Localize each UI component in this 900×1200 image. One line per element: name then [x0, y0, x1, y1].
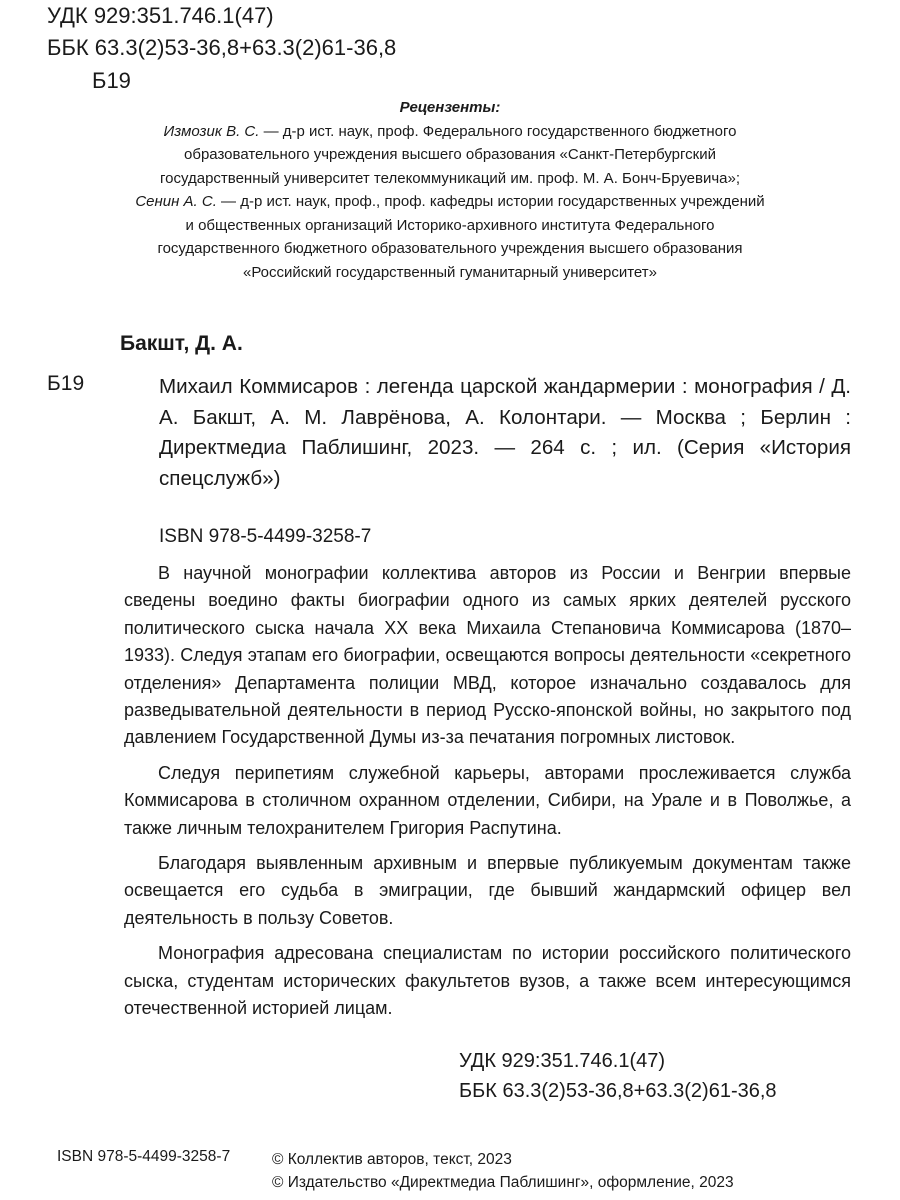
reviewer-1-text: — д-р ист. наук, проф. Федерального государственного бюджетного: [259, 122, 737, 140]
reviewer-2-text: — д-р ист. наук, проф., проф. кафедры истории государственных учреждений: [216, 193, 765, 210]
reviewer-1-name: Измозик В. С.: [163, 122, 260, 140]
copyright-text: © Коллектив авторов, текст, 2023: [272, 1151, 512, 1168]
entry-isbn: ISBN 978-5-4499-3258-7: [159, 526, 372, 547]
abstract-paragraph: Следуя перипетиям служебной карьеры, авторами прослеживается служба Коммисарова в столичном охранном отделении, Сибири, на Урале и в Поволжье, а также личным телохранителем Григория Распутина.: [124, 762, 851, 838]
footer-isbn: ISBN 978-5-4499-3258-7: [57, 1148, 231, 1165]
udk-code: УДК 929:351.746.1(47): [459, 1050, 666, 1072]
classification-block: [459, 1046, 777, 1106]
abstract-paragraph: Благодаря выявленным архивным и впервые публикуемым документам также освещается его судьба в эмиграции, где бывший жандармский офицер вел деятельность в пользу Советов.: [124, 853, 851, 928]
reviewer-2-line-4: «Российский государственный гуманитарный университет»: [242, 263, 657, 281]
abstract-paragraph: Монография адресована специалистам по истории российского политического сыска, студентам исторических факультетов вузов, а также всем интересующимся отечественной историей лицам.: [124, 943, 851, 1019]
reviewer-1-line-3: государственный университет телекоммуникаций им. проф. М. А. Бонч-Бруевича»;: [159, 169, 741, 187]
entry-author: Бакшт, Д. А.: [120, 332, 243, 355]
reviewers-block: [40, 96, 860, 284]
entry-code: Б19: [47, 372, 85, 395]
bbk-header: ББК 63.3(2)53-36,8+63.3(2)61-36,8: [47, 35, 397, 60]
reviewer-1-line-2: образовательного учреждения высшего образования «Санкт-Петербургский: [184, 146, 716, 163]
bibliographic-description: Михаил Коммисаров : легенда царской жандармерии : монография / Д. А. Бакшт, А. М. Лаврёнова, А. Колонтари. — Москва ; Берлин : Директмедиа Паблишинг, 2023. — 264 с. ; ил. (Серия «История спецслужб»): [159, 375, 851, 490]
copyright-design: © Издательство «Директмедиа Паблишинг», оформление, 2023: [272, 1174, 734, 1191]
reviewer-1-line-1: [40, 120, 860, 144]
udk-header: УДК 929:351.746.1(47): [47, 3, 274, 28]
abstract: [124, 560, 851, 1031]
reviewer-2-line-1: [40, 190, 860, 214]
abstract-paragraph: В научной монографии коллектива авторов из России и Венгрии впервые сведены воедино факты биографии одного из самых ярких деятелей русского политического сыска начала XX века Михаила Степановича Коммисарова (1870–1933). Следуя этапам его биографии, освещаются вопросы деятельности «секретного отделения» Департамента полиции МВД, которое изначально создавалось для разведывательной деятельности в период Русско-японской войны, но закрытого под давлением Государственной Думы из-за печатания погромных листовок.: [124, 563, 851, 748]
reviewer-2-name: Сенин А. С.: [135, 193, 217, 210]
author-mark-header: Б19: [92, 68, 131, 93]
footer-copyright: [272, 1148, 734, 1194]
reviewer-2-line-2: и общественных организаций Историко-архивного института Федерального: [185, 216, 715, 234]
bbk-code: ББК 63.3(2)53-36,8+63.3(2)61-36,8: [459, 1080, 777, 1102]
reviewers-title: Рецензенты:: [399, 99, 501, 116]
reviewer-2-line-3: государственного бюджетного образовательного учреждения высшего образования: [157, 240, 743, 257]
